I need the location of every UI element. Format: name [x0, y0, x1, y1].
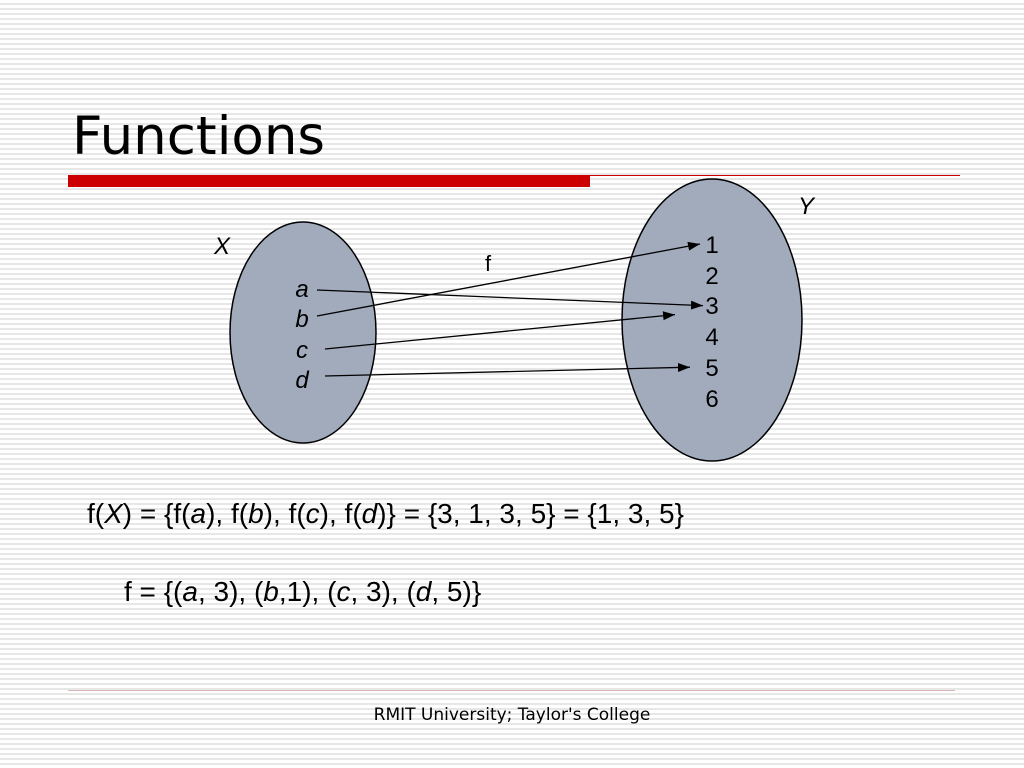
domain-element: c: [296, 337, 308, 364]
equation-variable: d: [415, 576, 432, 607]
equation-text: ), f(: [263, 498, 306, 529]
equation-text: , 5)}: [431, 576, 482, 607]
equation-variable: b: [248, 498, 264, 529]
equation-text: , 3), (: [197, 576, 264, 607]
equation-variable: c: [305, 498, 320, 529]
equation-variable: c: [336, 576, 351, 607]
image-set-equation: [87, 500, 684, 528]
codomain-element: 5: [705, 355, 719, 382]
equation-text: ), f(: [206, 498, 249, 529]
codomain-set-ellipse: [622, 179, 802, 461]
equation-variable: d: [361, 498, 378, 529]
footer-rule: [68, 690, 955, 691]
equation-variable: a: [182, 576, 198, 607]
equation-variable: a: [190, 498, 207, 529]
domain-element: a: [295, 276, 309, 303]
function-label: f: [484, 251, 492, 276]
equation-text: ), f(: [319, 498, 362, 529]
equation-text: f = {(: [124, 576, 183, 607]
codomain-element: 3: [705, 293, 719, 320]
slide-title: Functions: [72, 106, 326, 167]
equation-text: ) = {f(: [122, 498, 191, 529]
codomain-set-label: Y: [797, 193, 815, 220]
domain-element: d: [295, 367, 309, 394]
equation-text: , 3), (: [350, 576, 416, 607]
domain-set-label: X: [213, 233, 231, 260]
function-pairs-equation: [124, 578, 481, 606]
codomain-element: 1: [705, 232, 719, 259]
codomain-element: 2: [705, 263, 719, 290]
equation-text: )} = {3, 1, 3, 5} = {1, 3, 5}: [377, 498, 684, 529]
equation-text: ,1), (: [278, 576, 337, 607]
equation-variable: X: [104, 498, 123, 529]
footer-text: RMIT University; Taylor's College: [373, 705, 651, 725]
codomain-element: 4: [705, 324, 719, 351]
equation-variable: b: [263, 576, 279, 607]
codomain-element: 6: [705, 386, 719, 413]
domain-element: b: [295, 306, 309, 333]
equation-text: f(: [87, 498, 105, 529]
